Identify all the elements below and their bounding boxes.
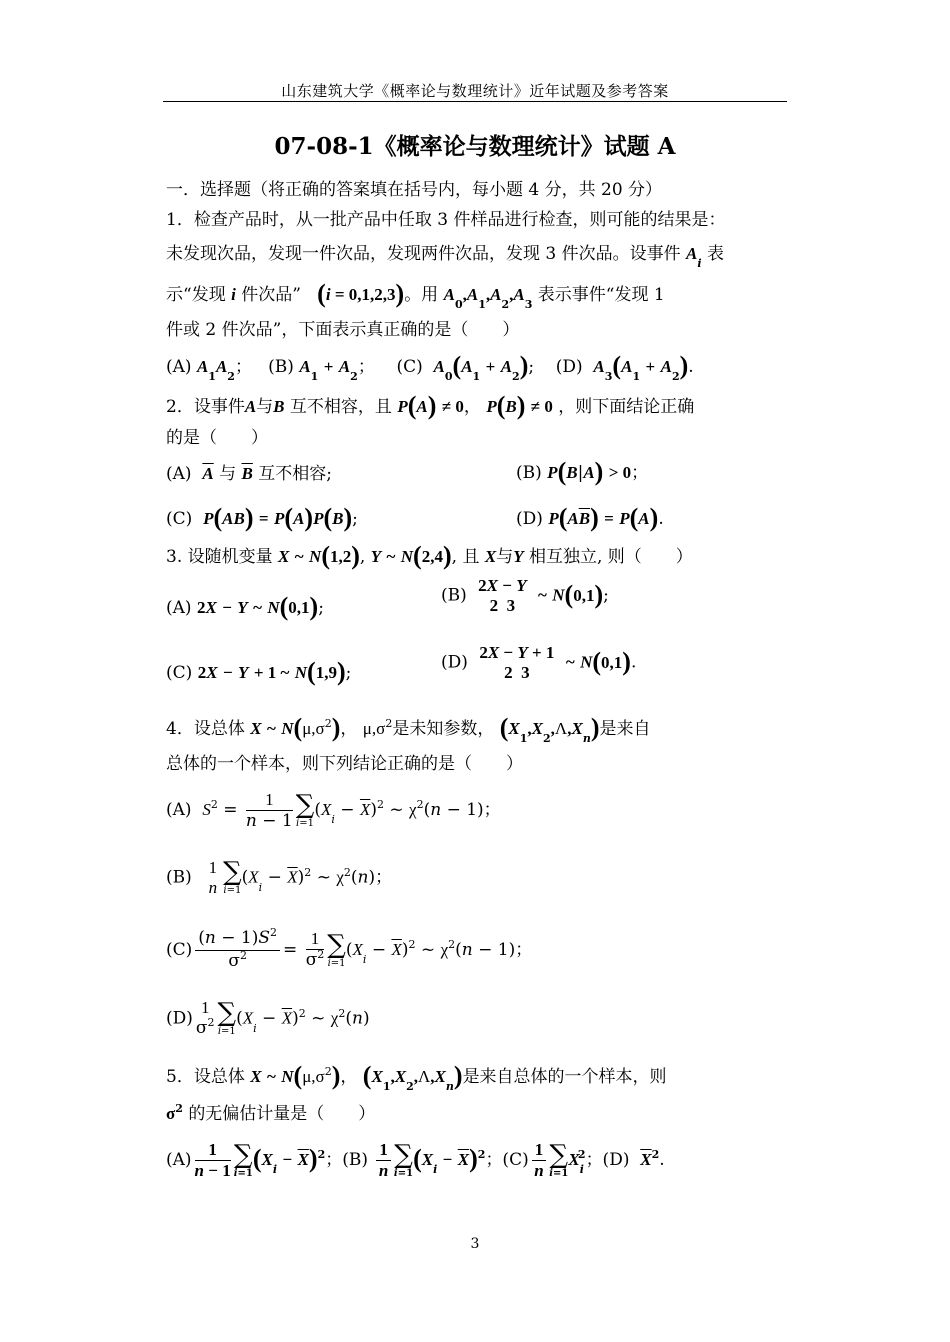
q4-line-1: 4．设总体 X ~ $N(\mu,\sigma^2)$， $\mu,\sigma^2$是未知参数， $(X_1,X_2,\Lambda,X_n)$是来自: [166, 713, 651, 745]
page-header: 山东建筑大学《概率论与数理统计》近年试题及参考答案: [281, 82, 669, 100]
q2-line-1: 2．设事件A与B 互不相容，且 P(A) ≠ 0， P(B) ≠ 0 ，则下面结论正确: [166, 391, 695, 420]
q3-option-c: (C) 2X − Y + 1 ~ N(1,9);: [166, 657, 352, 686]
q2-option-d: (D) $P(A\overline{B}) = P(A)$.: [516, 503, 664, 532]
q4-line-2: 总体的一个样本，则下列结论正确的是（ ）: [166, 754, 523, 774]
q1-line-3: 示“发现 i 件次品” (i = 0,1,2,3)。用 $A_0,A_1,A_2,A_3$ 表示事件“发现 1: [166, 279, 665, 311]
q2-line-2: 的是（ ）: [166, 428, 268, 448]
q1-line-1: 1．检查产品时，从一批产品中任取 3 件样品进行检查，则可能的结果是：: [166, 210, 726, 230]
q1-line-4: 件或 2 件次品”，下面表示真正确的是（ ）: [166, 320, 520, 340]
q4-option-d: (D) 1 $\sigma^2$ ∑ i=1 $(X_i - \overline{X})^2$ ~ $\chi^2(n)$: [166, 998, 370, 1038]
q2-option-a: (A) $\overline{A}$ 与 $\overline{B}$ 互不相容;: [166, 464, 332, 484]
q3-line-1: 3. 设随机变量 X ~ N(1,2), Y ~ N(2,4), 且 X与Y 相互独立, 则（ ）: [166, 541, 693, 570]
q5-line-2: $\sigma^2$ 的无偏估计量是（ ）: [166, 1102, 376, 1124]
q5-line-1: 5．设总体 X ~ $N(\mu,\sigma^2)$， $(X_1,X_2,\Lambda,X_n)$是来自总体的一个样本，则: [166, 1061, 667, 1093]
q1-options: (A) $A_1A_2$； (B) $A_1 + A_2$； (C) $A_0(A_1 + A_2)$; (D) $A_3(A_1 + A_2)$.: [166, 351, 694, 383]
q2-option-b: (B) P(B|A) > 0；: [516, 457, 649, 486]
q3-option-d: (D) 2X − Y + 1 2 3 ~ N(0,1).: [441, 643, 637, 682]
q4-option-c: (C) $\frac{(n - 1)S^2}{\sigma^2}$ = $\frac{1}{\sigma^2}$ ∑ i=1 $(X_i - \overline{X})^2$ ~ $\chi^2(n - 1)$；: [166, 926, 533, 971]
page-title: 07-08-1《概率论与数理统计》试题 A: [274, 133, 676, 160]
q4-option-a: (A) $S^2$ = $\frac{1}{n - 1}$ ∑ i=1 $(X_i - \overline{X})^2$ ~ $\chi^2(n - 1)$；: [166, 789, 501, 831]
header-rule: [163, 101, 787, 102]
q4-option-b: (B) 1 n ∑ i=1 $(X_i - \overline{X})^2$ ~ $\chi^2(n)$；: [166, 857, 393, 897]
q3-option-b: (B) 2X − Y 2 3 ~ N(0,1);: [441, 576, 609, 615]
q1-line-2: 未发现次品，发现一件次品，发现两件次品，发现 3 件次品。设事件 $A_i$ 表: [166, 244, 724, 270]
section-heading: 一．选择题（将正确的答案填在括号内，每小题 4 分，共 20 分）: [166, 180, 663, 200]
q3-option-a: (A) 2X − Y ~ N(0,1);: [166, 592, 324, 621]
q5-options: (A) $\frac{1}{n - 1}$ ∑ i=1 $(X_i - \overline{X})^2$；(B) $\frac{1}{n}$ ∑ i=1 $(X_i - \overline{X})^2$；(C) $\frac{1}{n}$ ∑ i=1 $X_i^2$；(D) $\overline{X}^2$.: [166, 1139, 665, 1180]
page-number: 3: [470, 1236, 480, 1252]
q2-option-c: (C) P(AB) = P(A)P(B);: [166, 503, 358, 532]
